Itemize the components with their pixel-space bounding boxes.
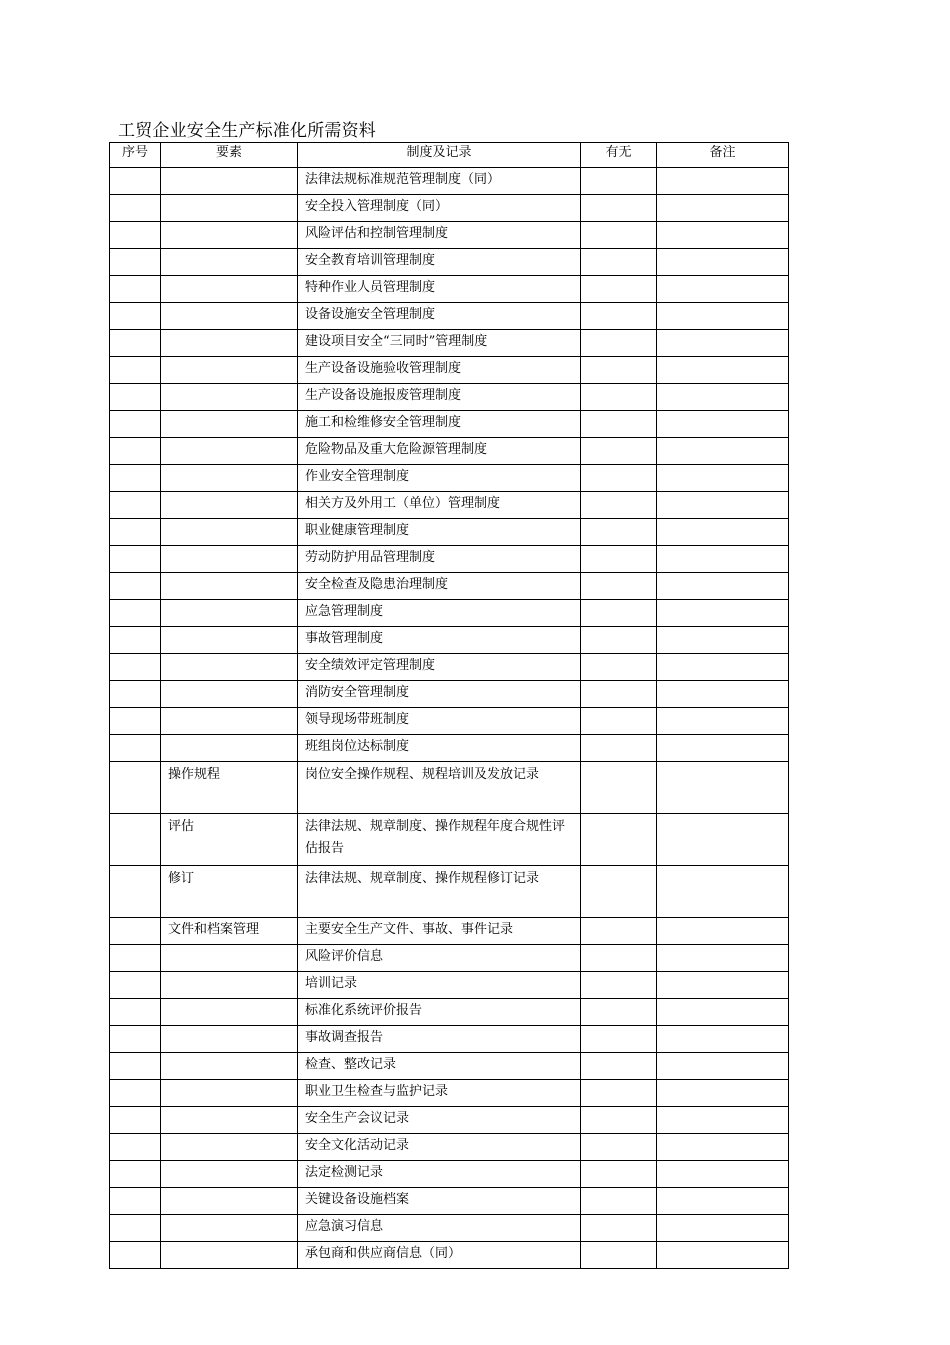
table-row bbox=[110, 249, 789, 276]
cell-no bbox=[110, 303, 161, 330]
cell-item: 检查、整改记录 bbox=[298, 1053, 581, 1080]
cell-no bbox=[110, 654, 161, 681]
table-row bbox=[110, 681, 789, 708]
cell-item: 安全教育培训管理制度 bbox=[298, 249, 581, 276]
cell-has bbox=[581, 1080, 657, 1107]
cell-note bbox=[657, 627, 789, 654]
cell-no bbox=[110, 276, 161, 303]
cell-item: 职业健康管理制度 bbox=[298, 519, 581, 546]
cell-no bbox=[110, 681, 161, 708]
cell-element bbox=[161, 735, 298, 762]
cell-element bbox=[161, 1188, 298, 1215]
cell-note bbox=[657, 465, 789, 492]
cell-element bbox=[161, 1107, 298, 1134]
cell-element bbox=[161, 357, 298, 384]
cell-has bbox=[581, 330, 657, 357]
cell-no bbox=[110, 1188, 161, 1215]
cell-item: 承包商和供应商信息（同） bbox=[298, 1242, 581, 1269]
cell-note bbox=[657, 411, 789, 438]
cell-note bbox=[657, 438, 789, 465]
cell-note bbox=[657, 945, 789, 972]
table-row bbox=[110, 222, 789, 249]
cell-item: 应急管理制度 bbox=[298, 600, 581, 627]
cell-element bbox=[161, 1242, 298, 1269]
cell-element bbox=[161, 465, 298, 492]
cell-note bbox=[657, 222, 789, 249]
cell-element bbox=[161, 411, 298, 438]
cell-note bbox=[657, 1080, 789, 1107]
table-row bbox=[110, 1080, 789, 1107]
cell-has bbox=[581, 384, 657, 411]
cell-no bbox=[110, 814, 161, 866]
cell-has bbox=[581, 627, 657, 654]
cell-element bbox=[161, 708, 298, 735]
cell-item: 应急演习信息 bbox=[298, 1215, 581, 1242]
cell-note bbox=[657, 573, 789, 600]
cell-note bbox=[657, 1107, 789, 1134]
cell-note bbox=[657, 249, 789, 276]
cell-item: 生产设备设施报废管理制度 bbox=[298, 384, 581, 411]
cell-element bbox=[161, 1161, 298, 1188]
cell-element: 评估 bbox=[161, 814, 298, 866]
cell-no bbox=[110, 762, 161, 814]
cell-no bbox=[110, 573, 161, 600]
cell-note bbox=[657, 708, 789, 735]
cell-no bbox=[110, 222, 161, 249]
table-row bbox=[110, 1161, 789, 1188]
table-row bbox=[110, 945, 789, 972]
header-no: 序号 bbox=[110, 143, 161, 168]
table-row bbox=[110, 330, 789, 357]
cell-note bbox=[657, 519, 789, 546]
cell-has bbox=[581, 1134, 657, 1161]
cell-item: 事故管理制度 bbox=[298, 627, 581, 654]
cell-element bbox=[161, 972, 298, 999]
table-row bbox=[110, 814, 789, 866]
cell-no bbox=[110, 918, 161, 945]
cell-has bbox=[581, 1161, 657, 1188]
cell-has bbox=[581, 519, 657, 546]
cell-no bbox=[110, 1053, 161, 1080]
cell-note bbox=[657, 492, 789, 519]
cell-has bbox=[581, 600, 657, 627]
table-row bbox=[110, 999, 789, 1026]
cell-element bbox=[161, 999, 298, 1026]
table-row bbox=[110, 762, 789, 814]
table-row bbox=[110, 866, 789, 918]
table-row bbox=[110, 546, 789, 573]
cell-item: 劳动防护用品管理制度 bbox=[298, 546, 581, 573]
cell-no bbox=[110, 195, 161, 222]
cell-has bbox=[581, 276, 657, 303]
cell-element bbox=[161, 492, 298, 519]
cell-note bbox=[657, 814, 789, 866]
cell-has bbox=[581, 1107, 657, 1134]
cell-has bbox=[581, 168, 657, 195]
cell-no bbox=[110, 357, 161, 384]
cell-item: 安全检查及隐患治理制度 bbox=[298, 573, 581, 600]
cell-has bbox=[581, 654, 657, 681]
cell-item: 危险物品及重大危险源管理制度 bbox=[298, 438, 581, 465]
cell-element bbox=[161, 1080, 298, 1107]
cell-note bbox=[657, 762, 789, 814]
cell-has bbox=[581, 195, 657, 222]
cell-has bbox=[581, 1026, 657, 1053]
cell-no bbox=[110, 1107, 161, 1134]
cell-item: 主要安全生产文件、事故、事件记录 bbox=[298, 918, 581, 945]
cell-element bbox=[161, 1215, 298, 1242]
cell-item: 法律法规、规章制度、操作规程年度合规性评估报告 bbox=[298, 814, 581, 866]
cell-item: 安全投入管理制度（同） bbox=[298, 195, 581, 222]
table-row bbox=[110, 627, 789, 654]
cell-note bbox=[657, 1134, 789, 1161]
cell-has bbox=[581, 249, 657, 276]
cell-element bbox=[161, 1134, 298, 1161]
cell-element bbox=[161, 600, 298, 627]
cell-item: 安全生产会议记录 bbox=[298, 1107, 581, 1134]
cell-no bbox=[110, 1161, 161, 1188]
cell-element: 文件和档案管理 bbox=[161, 918, 298, 945]
table-row bbox=[110, 276, 789, 303]
cell-note bbox=[657, 357, 789, 384]
cell-no bbox=[110, 330, 161, 357]
cell-element bbox=[161, 303, 298, 330]
cell-element bbox=[161, 168, 298, 195]
cell-no bbox=[110, 384, 161, 411]
cell-item: 班组岗位达标制度 bbox=[298, 735, 581, 762]
cell-item: 消防安全管理制度 bbox=[298, 681, 581, 708]
cell-no bbox=[110, 600, 161, 627]
cell-element bbox=[161, 573, 298, 600]
cell-has bbox=[581, 573, 657, 600]
table-row bbox=[110, 465, 789, 492]
cell-element bbox=[161, 276, 298, 303]
cell-note bbox=[657, 168, 789, 195]
cell-item: 关键设备设施档案 bbox=[298, 1188, 581, 1215]
cell-has bbox=[581, 814, 657, 866]
cell-element: 修订 bbox=[161, 866, 298, 918]
cell-has bbox=[581, 762, 657, 814]
cell-item: 标准化系统评价报告 bbox=[298, 999, 581, 1026]
cell-has bbox=[581, 357, 657, 384]
cell-note bbox=[657, 384, 789, 411]
cell-item: 生产设备设施验收管理制度 bbox=[298, 357, 581, 384]
table-row bbox=[110, 492, 789, 519]
document-title: 工贸企业安全生产标准化所需资料 bbox=[118, 121, 376, 141]
table-row bbox=[110, 1134, 789, 1161]
cell-element bbox=[161, 945, 298, 972]
cell-note bbox=[657, 330, 789, 357]
table-row bbox=[110, 573, 789, 600]
cell-note bbox=[657, 972, 789, 999]
cell-no bbox=[110, 465, 161, 492]
cell-has bbox=[581, 222, 657, 249]
cell-item: 岗位安全操作规程、规程培训及发放记录 bbox=[298, 762, 581, 814]
cell-item: 风险评估和控制管理制度 bbox=[298, 222, 581, 249]
header-has: 有无 bbox=[581, 143, 657, 168]
cell-item: 法定检测记录 bbox=[298, 1161, 581, 1188]
cell-no bbox=[110, 519, 161, 546]
table-row bbox=[110, 168, 789, 195]
cell-no bbox=[110, 1026, 161, 1053]
cell-no bbox=[110, 1242, 161, 1269]
cell-no bbox=[110, 735, 161, 762]
table-row bbox=[110, 438, 789, 465]
cell-has bbox=[581, 972, 657, 999]
cell-has bbox=[581, 735, 657, 762]
table-row bbox=[110, 654, 789, 681]
cell-item: 培训记录 bbox=[298, 972, 581, 999]
cell-has bbox=[581, 1053, 657, 1080]
table-row bbox=[110, 1215, 789, 1242]
cell-has bbox=[581, 492, 657, 519]
cell-item: 相关方及外用工（单位）管理制度 bbox=[298, 492, 581, 519]
cell-no bbox=[110, 972, 161, 999]
cell-no bbox=[110, 1080, 161, 1107]
table-row bbox=[110, 384, 789, 411]
cell-has bbox=[581, 999, 657, 1026]
table-row bbox=[110, 972, 789, 999]
table-row bbox=[110, 600, 789, 627]
cell-element bbox=[161, 681, 298, 708]
cell-item: 领导现场带班制度 bbox=[298, 708, 581, 735]
table-row bbox=[110, 918, 789, 945]
cell-has bbox=[581, 918, 657, 945]
cell-note bbox=[657, 735, 789, 762]
cell-no bbox=[110, 627, 161, 654]
cell-no bbox=[110, 546, 161, 573]
cell-item: 事故调查报告 bbox=[298, 1026, 581, 1053]
cell-element bbox=[161, 222, 298, 249]
cell-element bbox=[161, 384, 298, 411]
cell-item: 施工和检维修安全管理制度 bbox=[298, 411, 581, 438]
cell-no bbox=[110, 411, 161, 438]
table-body bbox=[110, 168, 789, 1269]
cell-element bbox=[161, 654, 298, 681]
cell-note bbox=[657, 303, 789, 330]
cell-element bbox=[161, 627, 298, 654]
table-row bbox=[110, 708, 789, 735]
cell-note bbox=[657, 600, 789, 627]
cell-note bbox=[657, 999, 789, 1026]
table-row bbox=[110, 411, 789, 438]
cell-has bbox=[581, 546, 657, 573]
header-note: 备注 bbox=[657, 143, 789, 168]
table-row bbox=[110, 735, 789, 762]
cell-has bbox=[581, 866, 657, 918]
table-row bbox=[110, 519, 789, 546]
cell-item: 作业安全管理制度 bbox=[298, 465, 581, 492]
table-row bbox=[110, 1026, 789, 1053]
table-row bbox=[110, 1107, 789, 1134]
cell-element bbox=[161, 330, 298, 357]
cell-element: 操作规程 bbox=[161, 762, 298, 814]
cell-element bbox=[161, 519, 298, 546]
cell-note bbox=[657, 681, 789, 708]
cell-has bbox=[581, 681, 657, 708]
cell-has bbox=[581, 1242, 657, 1269]
table-header-row bbox=[110, 143, 789, 168]
table-row bbox=[110, 357, 789, 384]
cell-element bbox=[161, 1026, 298, 1053]
cell-has bbox=[581, 303, 657, 330]
cell-no bbox=[110, 1215, 161, 1242]
table-row bbox=[110, 195, 789, 222]
cell-no bbox=[110, 945, 161, 972]
cell-no bbox=[110, 168, 161, 195]
cell-item: 法律法规、规章制度、操作规程修订记录 bbox=[298, 866, 581, 918]
cell-note bbox=[657, 1053, 789, 1080]
cell-has bbox=[581, 438, 657, 465]
cell-element bbox=[161, 249, 298, 276]
cell-no bbox=[110, 999, 161, 1026]
cell-note bbox=[657, 276, 789, 303]
cell-has bbox=[581, 465, 657, 492]
cell-item: 建设项目安全“三同时”管理制度 bbox=[298, 330, 581, 357]
table-row bbox=[110, 1242, 789, 1269]
cell-note bbox=[657, 1161, 789, 1188]
table-row bbox=[110, 1188, 789, 1215]
cell-element bbox=[161, 195, 298, 222]
cell-has bbox=[581, 945, 657, 972]
cell-has bbox=[581, 1215, 657, 1242]
cell-note bbox=[657, 1026, 789, 1053]
cell-no bbox=[110, 1134, 161, 1161]
cell-item: 法律法规标准规范管理制度（同） bbox=[298, 168, 581, 195]
cell-item: 设备设施安全管理制度 bbox=[298, 303, 581, 330]
cell-item: 特种作业人员管理制度 bbox=[298, 276, 581, 303]
table-row bbox=[110, 303, 789, 330]
cell-note bbox=[657, 1188, 789, 1215]
header-element: 要素 bbox=[161, 143, 298, 168]
cell-item: 风险评价信息 bbox=[298, 945, 581, 972]
cell-item: 职业卫生检查与监护记录 bbox=[298, 1080, 581, 1107]
cell-no bbox=[110, 492, 161, 519]
cell-note bbox=[657, 866, 789, 918]
header-item: 制度及记录 bbox=[298, 143, 581, 168]
cell-note bbox=[657, 1215, 789, 1242]
cell-item: 安全文化活动记录 bbox=[298, 1134, 581, 1161]
cell-note bbox=[657, 654, 789, 681]
cell-has bbox=[581, 411, 657, 438]
cell-note bbox=[657, 1242, 789, 1269]
cell-has bbox=[581, 708, 657, 735]
cell-item: 安全绩效评定管理制度 bbox=[298, 654, 581, 681]
materials-table bbox=[109, 142, 789, 1269]
cell-note bbox=[657, 546, 789, 573]
cell-element bbox=[161, 546, 298, 573]
cell-has bbox=[581, 1188, 657, 1215]
cell-no bbox=[110, 438, 161, 465]
cell-no bbox=[110, 866, 161, 918]
cell-element bbox=[161, 1053, 298, 1080]
table-row bbox=[110, 1053, 789, 1080]
cell-no bbox=[110, 249, 161, 276]
cell-note bbox=[657, 918, 789, 945]
cell-note bbox=[657, 195, 789, 222]
cell-element bbox=[161, 438, 298, 465]
cell-no bbox=[110, 708, 161, 735]
